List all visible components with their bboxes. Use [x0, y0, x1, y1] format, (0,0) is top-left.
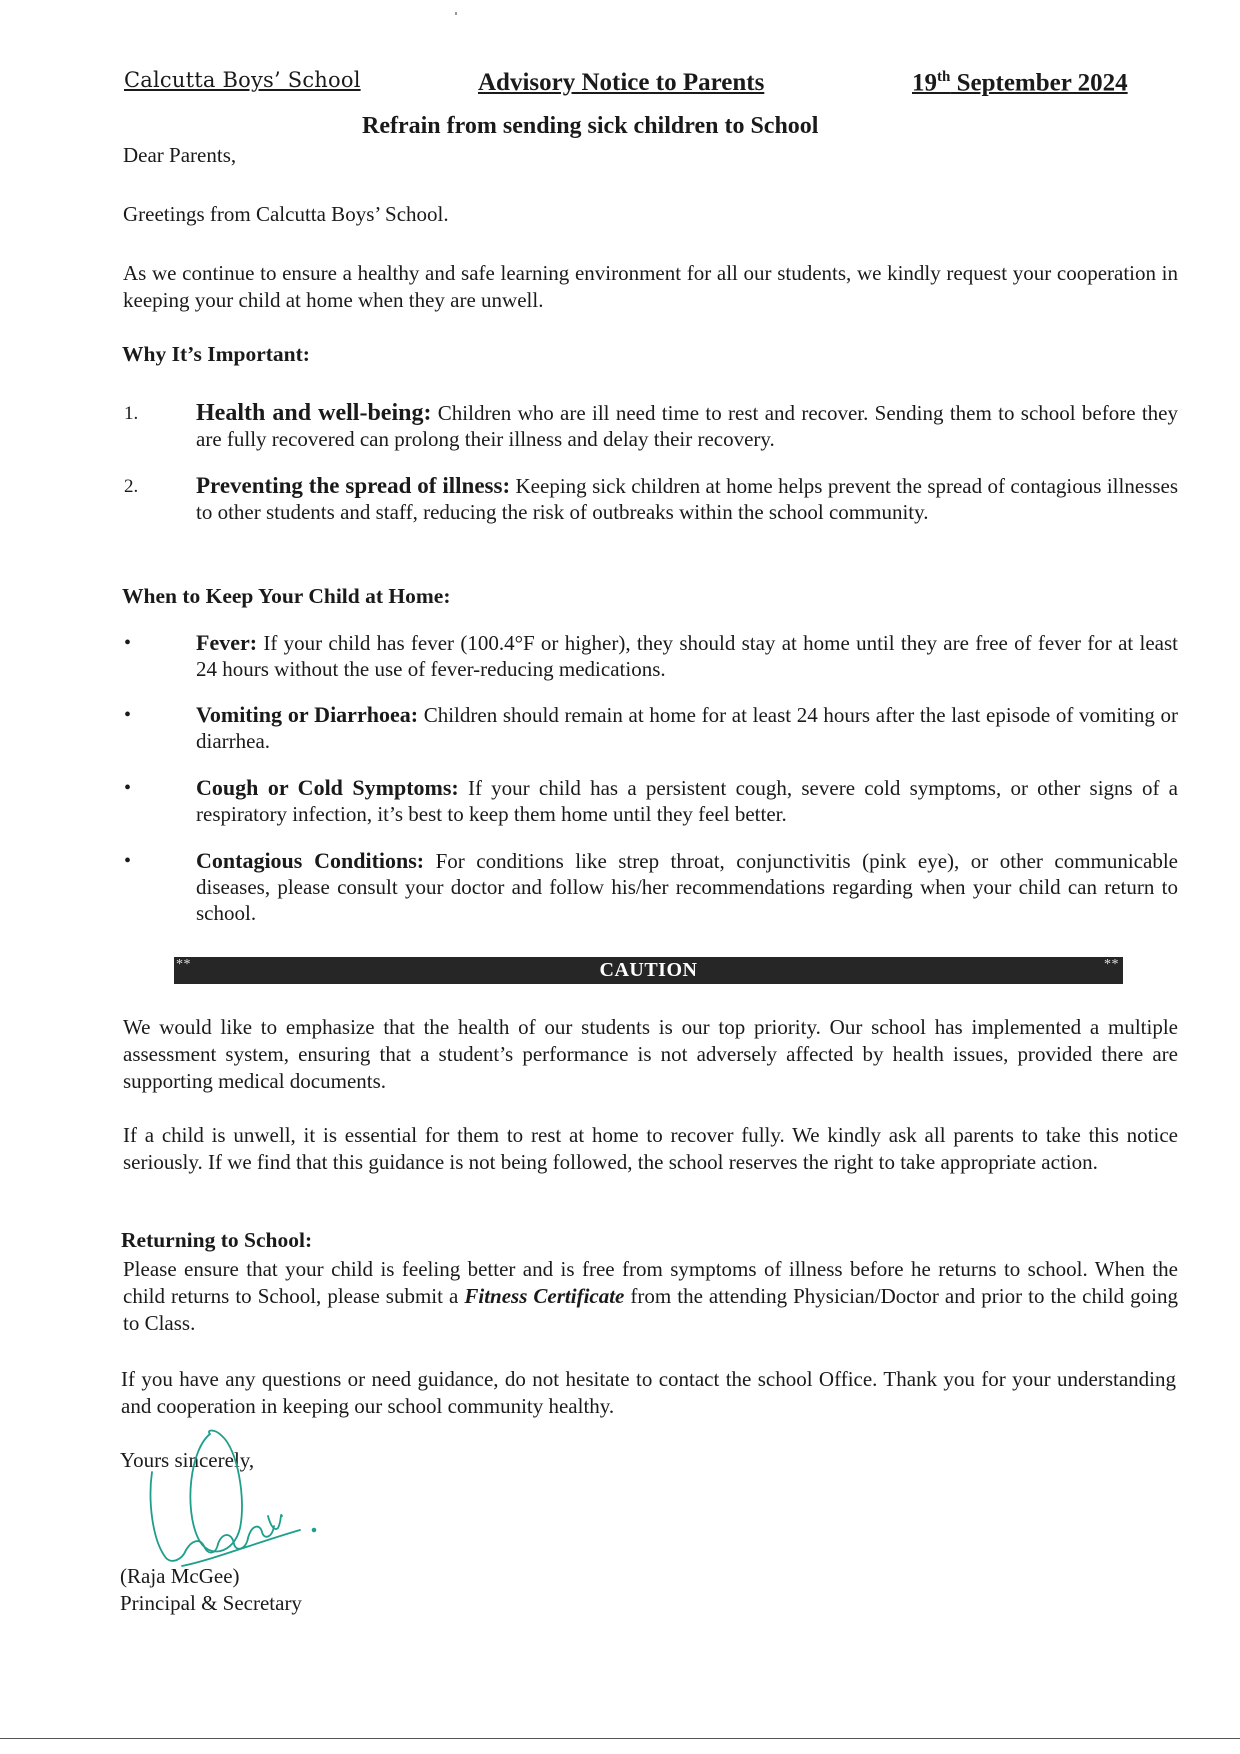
when-item-text: For conditions like strep throat, conjunctivitis (pink eye), or other communicable diseases, please consult your doctor and follow his/her recommendations regarding when your child can return to school. [196, 849, 1179, 925]
caution-paragraph-2: If a child is unwell, it is essential for them to rest at home to recover fully. We kindly ask all parents to take this notice seriously. If we find that this guidance is not being followed, the school reserves the right to take appropriate action. [123, 1123, 1178, 1174]
why-item-title: Health and well-being: [196, 400, 432, 426]
date-rest: September 2024 [950, 69, 1128, 97]
intro-paragraph: As we continue to ensure a healthy and safe learning environment for all our students, we kindly request your cooperation in keeping your child at home when they are unwell. [123, 261, 1178, 312]
when-item-title: Contagious Conditions: [196, 848, 425, 873]
why-item [196, 400, 1178, 452]
signatory-name: (Raja McGee) [120, 1564, 240, 1588]
when-item-title: Vomiting or Diarrhoea: [196, 702, 419, 727]
caution-paragraph-1: We would like to emphasize that the health of our students is our top priority. Our school has implemented a multiple assessment system, ensuring that a student’s performance is not adversely affected by health issues, provided there are supporting medical documents. [123, 1015, 1178, 1093]
page-bottom-rule [0, 1738, 1240, 1739]
caution-label: CAUTION [599, 959, 698, 981]
when-item [196, 775, 1178, 827]
closing-paragraph: If you have any questions or need guidance, do not hesitate to contact the school Office. Thank you for your understanding and cooperation in keeping our school community healthy. [121, 1367, 1176, 1418]
when-item-text: If your child has a persistent cough, severe cold symptoms, or other signs of a respiratory infection, it’s best to keep them home until they feel better. [196, 776, 1178, 826]
returning-text-after: from the attending Physician/Doctor and prior to the child going to Class. [123, 1284, 1179, 1335]
caution-stars-right: ** [1104, 957, 1119, 972]
why-item-marker: 1. [124, 403, 139, 424]
date-suffix: th [937, 69, 951, 85]
caution-banner [174, 957, 1123, 984]
when-item-title: Fever: [196, 630, 258, 655]
when-item-marker: • [124, 850, 132, 872]
why-item-text: Keeping sick children at home helps prevent the spread of contagious illnesses to other students and staff, reducing the risk of outbreaks within the school community. [196, 474, 1178, 524]
when-item [196, 702, 1178, 754]
when-item-marker: • [124, 777, 132, 799]
why-item-title: Preventing the spread of illness: [196, 473, 511, 498]
returning-text-before: Please ensure that your child is feeling better and is free from symptoms of illness before he returns to school. When the child returns to School, please submit a [123, 1257, 1178, 1308]
scan-speck [455, 12, 457, 15]
when-item-text: Children should remain at home for at least 24 hours after the last episode of vomiting or diarrhea. [196, 703, 1179, 753]
when-item-marker: • [124, 632, 132, 654]
when-item-marker: • [124, 704, 132, 726]
why-heading: Why It’s Important: [122, 342, 310, 366]
notice-subtitle: Refrain from sending sick children to School [362, 113, 819, 139]
when-heading: When to Keep Your Child at Home: [122, 584, 451, 608]
returning-heading: Returning to School: [121, 1228, 313, 1252]
when-item-text: If your child has fever (100.4°F or higher), they should stay at home until they are free of fever for at least 24 hours without the use of fever-reducing medications. [196, 631, 1178, 681]
fitness-certificate-emphasis: Fitness Certificate [464, 1284, 625, 1308]
why-item [196, 473, 1178, 525]
signatory-title: Principal & Secretary [120, 1591, 302, 1615]
notice-title: Advisory Notice to Parents [478, 69, 765, 96]
returning-paragraph [123, 1256, 1178, 1337]
why-item-marker: 2. [124, 476, 139, 497]
signature-image [142, 1420, 342, 1580]
caution-stars-left: ** [176, 957, 191, 972]
when-item-title: Cough or Cold Symptoms: [196, 775, 459, 800]
notice-date [912, 69, 1128, 97]
salutation: Dear Parents, [123, 143, 237, 167]
why-item-text: Children who are ill need time to rest and recover. Sending them to school before they are fully recovered can prolong their illness and delay their recovery. [196, 401, 1178, 451]
date-day: 19 [912, 69, 937, 97]
when-item [196, 630, 1178, 682]
school-name: Calcutta Boys’ School [124, 68, 361, 92]
sign-off: Yours sincerely, [120, 1448, 255, 1472]
when-item [196, 848, 1178, 926]
greeting: Greetings from Calcutta Boys’ School. [123, 202, 449, 226]
